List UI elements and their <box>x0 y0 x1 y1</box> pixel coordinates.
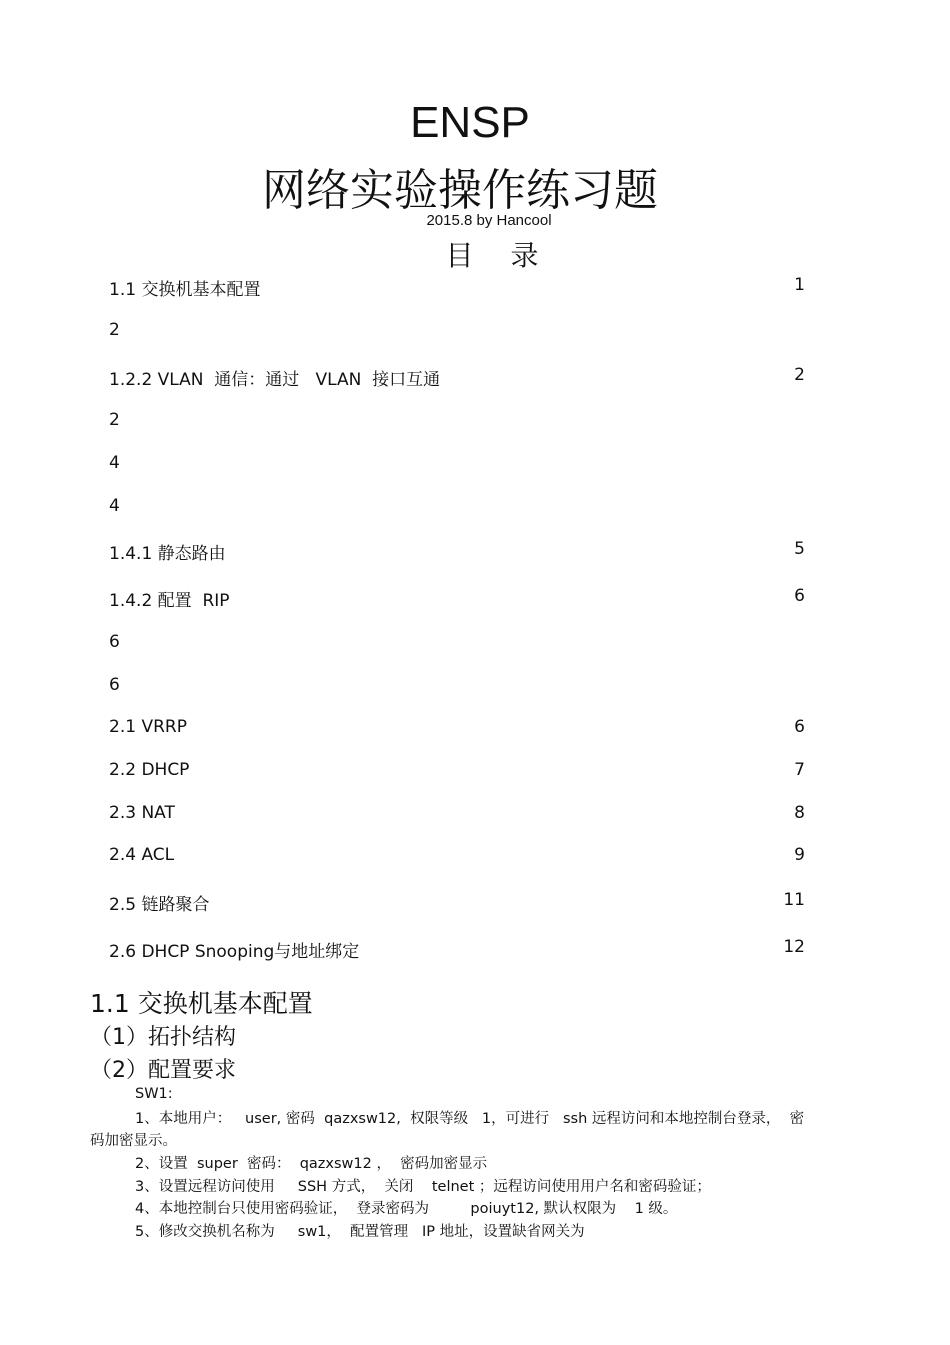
toc-entry-label: 2.6 DHCP Snooping与地址绑定 <box>109 942 360 962</box>
requirement-item: 1、本地用户： user, 密码 qazxsw12, 权限等级 1，可进行 ssh 远程访问和本地控制台登录， 密 <box>135 1111 805 1127</box>
toc-entry-label: 4 <box>109 453 120 473</box>
requirement-item: 3、设置远程访问使用 SSH 方式， 关闭 telnet ；远程访问使用用户名和密码验证； <box>135 1179 711 1195</box>
toc-entry-label: 2.3 NAT <box>109 803 175 823</box>
toc-entry-page: 9 <box>794 845 805 865</box>
toc-entry[interactable] <box>109 275 805 300</box>
toc-entry[interactable] <box>109 845 805 867</box>
subsection-requirements: （2）配置要求 <box>90 1058 236 1083</box>
toc-entry[interactable] <box>109 320 805 342</box>
toc-entry-page: 1 <box>794 275 805 295</box>
toc-entry-label: 2.5 链路聚合 <box>109 895 210 915</box>
toc-entry-label: 2 <box>109 320 120 340</box>
toc-entry[interactable] <box>109 410 805 432</box>
requirement-item: 5、修改交换机名称为 sw1， 配置管理 IP 地址，设置缺省网关为 <box>135 1224 585 1240</box>
toc-entry[interactable] <box>109 675 805 697</box>
toc-entry-page: 2 <box>794 365 805 385</box>
toc-entry-label: 1.4.1 静态路由 <box>109 544 226 564</box>
toc-entry-page: 5 <box>794 539 805 559</box>
author-line: 2015.8 by Hancool <box>426 212 552 229</box>
toc-entry-page: 8 <box>794 803 805 823</box>
toc-entry[interactable] <box>109 365 805 390</box>
document-title-cn: 网络实验操作练习题 <box>262 165 658 216</box>
subsection-topology: （1）拓扑结构 <box>90 1025 236 1050</box>
toc-entry[interactable] <box>109 717 805 739</box>
toc-entry-label: 2.1 VRRP <box>109 717 187 737</box>
requirement-item-continued: 码加密显示。 <box>90 1133 177 1149</box>
toc-entry-page: 12 <box>783 937 805 957</box>
toc-entry-label: 6 <box>109 675 120 695</box>
toc-entry[interactable] <box>109 539 805 564</box>
device-label: SW1: <box>135 1086 173 1102</box>
toc-entry[interactable] <box>109 760 805 782</box>
toc-entry[interactable] <box>109 803 805 825</box>
toc-entry-label: 1.2.2 VLAN 通信：通过 VLAN 接口互通 <box>109 370 441 390</box>
requirement-item: 2、设置 super 密码： qazxsw12 ， 密码加密显示 <box>135 1156 488 1172</box>
toc-entry-page: 7 <box>794 760 805 780</box>
toc-entry[interactable] <box>109 453 805 475</box>
toc-entry[interactable] <box>109 937 805 962</box>
toc-entry-label: 4 <box>109 496 120 516</box>
toc-entry[interactable] <box>109 586 805 611</box>
toc-entry-label: 2.4 ACL <box>109 845 175 865</box>
toc-entry[interactable] <box>109 890 805 915</box>
toc-entry-page: 11 <box>783 890 805 910</box>
toc-entry-label: 6 <box>109 632 120 652</box>
toc-entry-label: 1.1 交换机基本配置 <box>109 280 261 300</box>
toc-entry-label: 1.4.2 配置 RIP <box>109 591 230 611</box>
requirement-item: 4、本地控制台只使用密码验证， 登录密码为 poiuyt12, 默认权限为 1 级。 <box>135 1201 678 1217</box>
section-heading: 1.1 交换机基本配置 <box>90 989 313 1018</box>
toc-entry-label: 2.2 DHCP <box>109 760 190 780</box>
toc-entry-page: 6 <box>794 717 805 737</box>
toc-title: 目 录 <box>445 239 553 272</box>
toc-entry[interactable] <box>109 632 805 654</box>
document-title-en: ENSP <box>410 98 530 147</box>
toc-entry[interactable] <box>109 496 805 518</box>
toc-entry-page: 6 <box>794 586 805 606</box>
toc-entry-label: 2 <box>109 410 120 430</box>
